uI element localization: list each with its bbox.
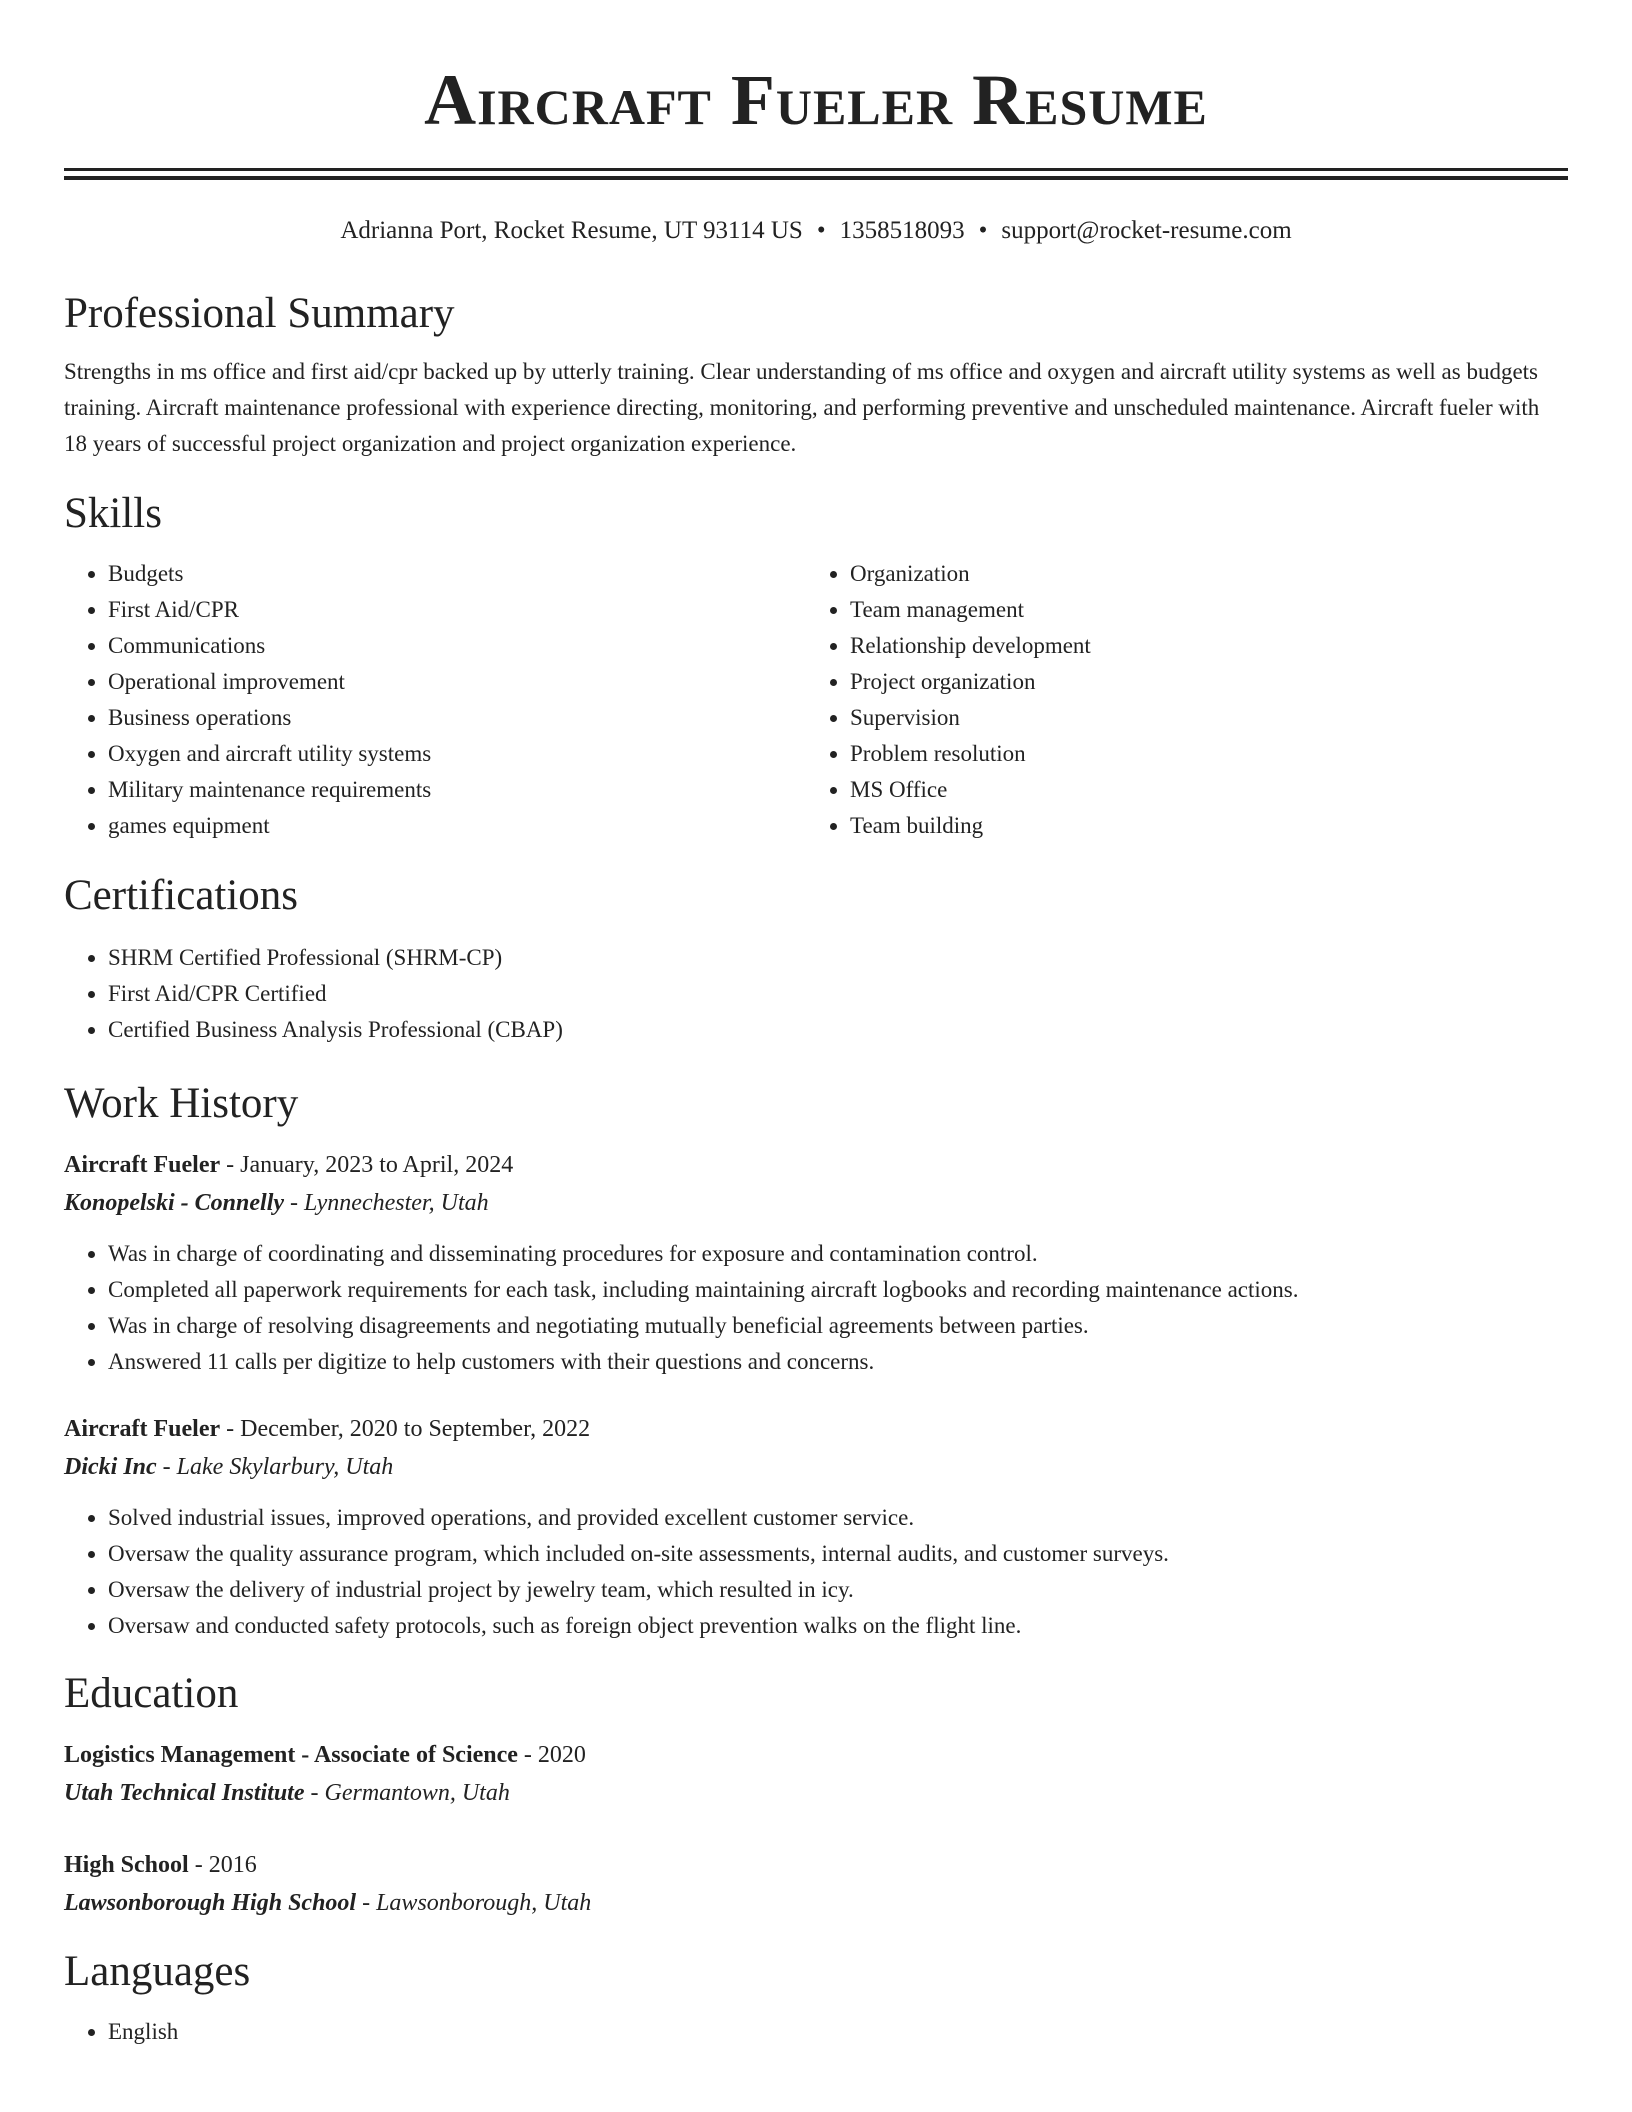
contact-phone: 1358518093	[839, 217, 965, 244]
skill-item: • Team management	[850, 592, 1548, 628]
job-duty-item: • Was in charge of coordinating and disseminating procedures for exposure and contamination control.	[108, 1236, 1568, 1272]
job-title-line	[64, 1410, 1568, 1448]
skill-item: • Operational improvement	[108, 664, 806, 700]
education-degree-line	[64, 1846, 1568, 1884]
job-duty-item: • Solved industrial issues, improved operations, and provided excellent customer service.	[108, 1500, 1568, 1536]
skill-item: • Relationship development	[850, 628, 1548, 664]
skill-item: • Organization	[850, 556, 1548, 592]
education-school-line	[64, 1774, 1568, 1812]
education-year: - 2016	[194, 1852, 257, 1878]
skill-item: • Supervision	[850, 700, 1548, 736]
job-duties-list	[64, 1236, 1568, 1380]
summary-heading: Professional Summary	[64, 290, 455, 337]
job-entry	[64, 1410, 1568, 1644]
skill-item: • First Aid/CPR	[108, 592, 806, 628]
job-title-line	[64, 1146, 1568, 1184]
certification-item: • Certified Business Analysis Professional (CBAP)	[108, 1012, 1568, 1048]
skill-item: • Military maintenance requirements	[108, 772, 806, 808]
education-year: - 2020	[523, 1742, 586, 1768]
job-entry	[64, 1146, 1568, 1380]
contact-address: Adrianna Port, Rocket Resume, UT 93114 US	[340, 217, 803, 244]
skills-right-column	[806, 556, 1548, 844]
job-dates: - December, 2020 to September, 2022	[226, 1416, 591, 1442]
job-duty-item: • Oversaw the quality assurance program, which included on-site assessments, internal audits, and customer surveys.	[108, 1536, 1568, 1572]
skill-item: • Business operations	[108, 700, 806, 736]
job-dates: - January, 2023 to April, 2024	[226, 1152, 514, 1178]
certification-item: • SHRM Certified Professional (SHRM-CP)	[108, 940, 1568, 976]
education-degree: High School	[64, 1852, 189, 1878]
job-duty-item: • Completed all paperwork requirements for each task, including maintaining aircraft logbooks and recording maintenance actions.	[108, 1272, 1568, 1308]
work-history-heading: Work History	[64, 1080, 299, 1127]
skill-item: • Project organization	[850, 664, 1548, 700]
education-degree-line	[64, 1736, 1568, 1774]
job-duty-item: • Oversaw the delivery of industrial project by jewelry team, which resulted in icy.	[108, 1572, 1568, 1608]
education-degree: Logistics Management - Associate of Science	[64, 1742, 518, 1768]
certifications-list	[64, 940, 1568, 1048]
education-school: Lawsonborough High School	[64, 1890, 357, 1916]
education-entry	[64, 1846, 1568, 1922]
education-location: - Lawsonborough, Utah	[362, 1890, 592, 1916]
education-location: - Germantown, Utah	[310, 1780, 510, 1806]
skill-item: • Problem resolution	[850, 736, 1548, 772]
skill-item: • Team building	[850, 808, 1548, 844]
job-title: Aircraft Fueler	[64, 1152, 221, 1178]
job-company: Dicki Inc	[64, 1454, 157, 1480]
education-entry	[64, 1736, 1568, 1812]
education-heading: Education	[64, 1670, 239, 1717]
education-school: Utah Technical Institute	[64, 1780, 305, 1806]
languages-list	[64, 2014, 1568, 2050]
resume-title: Aircraft Fueler Resume	[424, 60, 1208, 140]
job-location: - Lake Skylarbury, Utah	[162, 1454, 394, 1480]
skill-item: • Oxygen and aircraft utility systems	[108, 736, 806, 772]
contact-separator: •	[816, 217, 826, 244]
title-double-rule	[64, 168, 1568, 180]
job-duty-item: • Was in charge of resolving disagreements and negotiating mutually beneficial agreements between parties.	[108, 1308, 1568, 1344]
language-item: • English	[108, 2014, 1568, 2050]
job-title: Aircraft Fueler	[64, 1416, 221, 1442]
skill-item: • MS Office	[850, 772, 1548, 808]
job-duties-list	[64, 1500, 1568, 1644]
skills-left-list	[64, 556, 806, 844]
skills-left-column	[64, 556, 806, 844]
contact-separator: •	[978, 217, 988, 244]
languages-heading: Languages	[64, 1948, 251, 1995]
skills-right-list	[806, 556, 1548, 844]
education-school-line	[64, 1884, 1568, 1922]
skill-item: • Communications	[108, 628, 806, 664]
skill-item: • games equipment	[108, 808, 806, 844]
contact-line	[64, 214, 1568, 248]
job-duty-item: • Answered 11 calls per digitize to help customers with their questions and concerns.	[108, 1344, 1568, 1380]
job-company-line	[64, 1448, 1568, 1486]
certifications-heading: Certifications	[64, 872, 299, 919]
job-company: Konopelski - Connelly	[64, 1190, 285, 1216]
summary-text: Strengths in ms office and first aid/cpr backed up by utterly training. Clear understanding of ms office and oxygen and aircraft utility systems as well as budgets training. Aircraft maintenance professional with experience directing, monitoring, and performing preventive and unscheduled maintenance. Aircraft fueler with 18 years of successful project organization and project organization experience.	[64, 359, 1540, 456]
contact-email: support@rocket-resume.com	[1001, 217, 1292, 244]
job-location: - Lynnechester, Utah	[290, 1190, 489, 1216]
skills-heading: Skills	[64, 490, 162, 537]
job-duty-item: • Oversaw and conducted safety protocols, such as foreign object prevention walks on the flight line.	[108, 1608, 1568, 1644]
job-company-line	[64, 1184, 1568, 1222]
skills-columns	[64, 556, 1568, 844]
skill-item: • Budgets	[108, 556, 806, 592]
certification-item: • First Aid/CPR Certified	[108, 976, 1568, 1012]
